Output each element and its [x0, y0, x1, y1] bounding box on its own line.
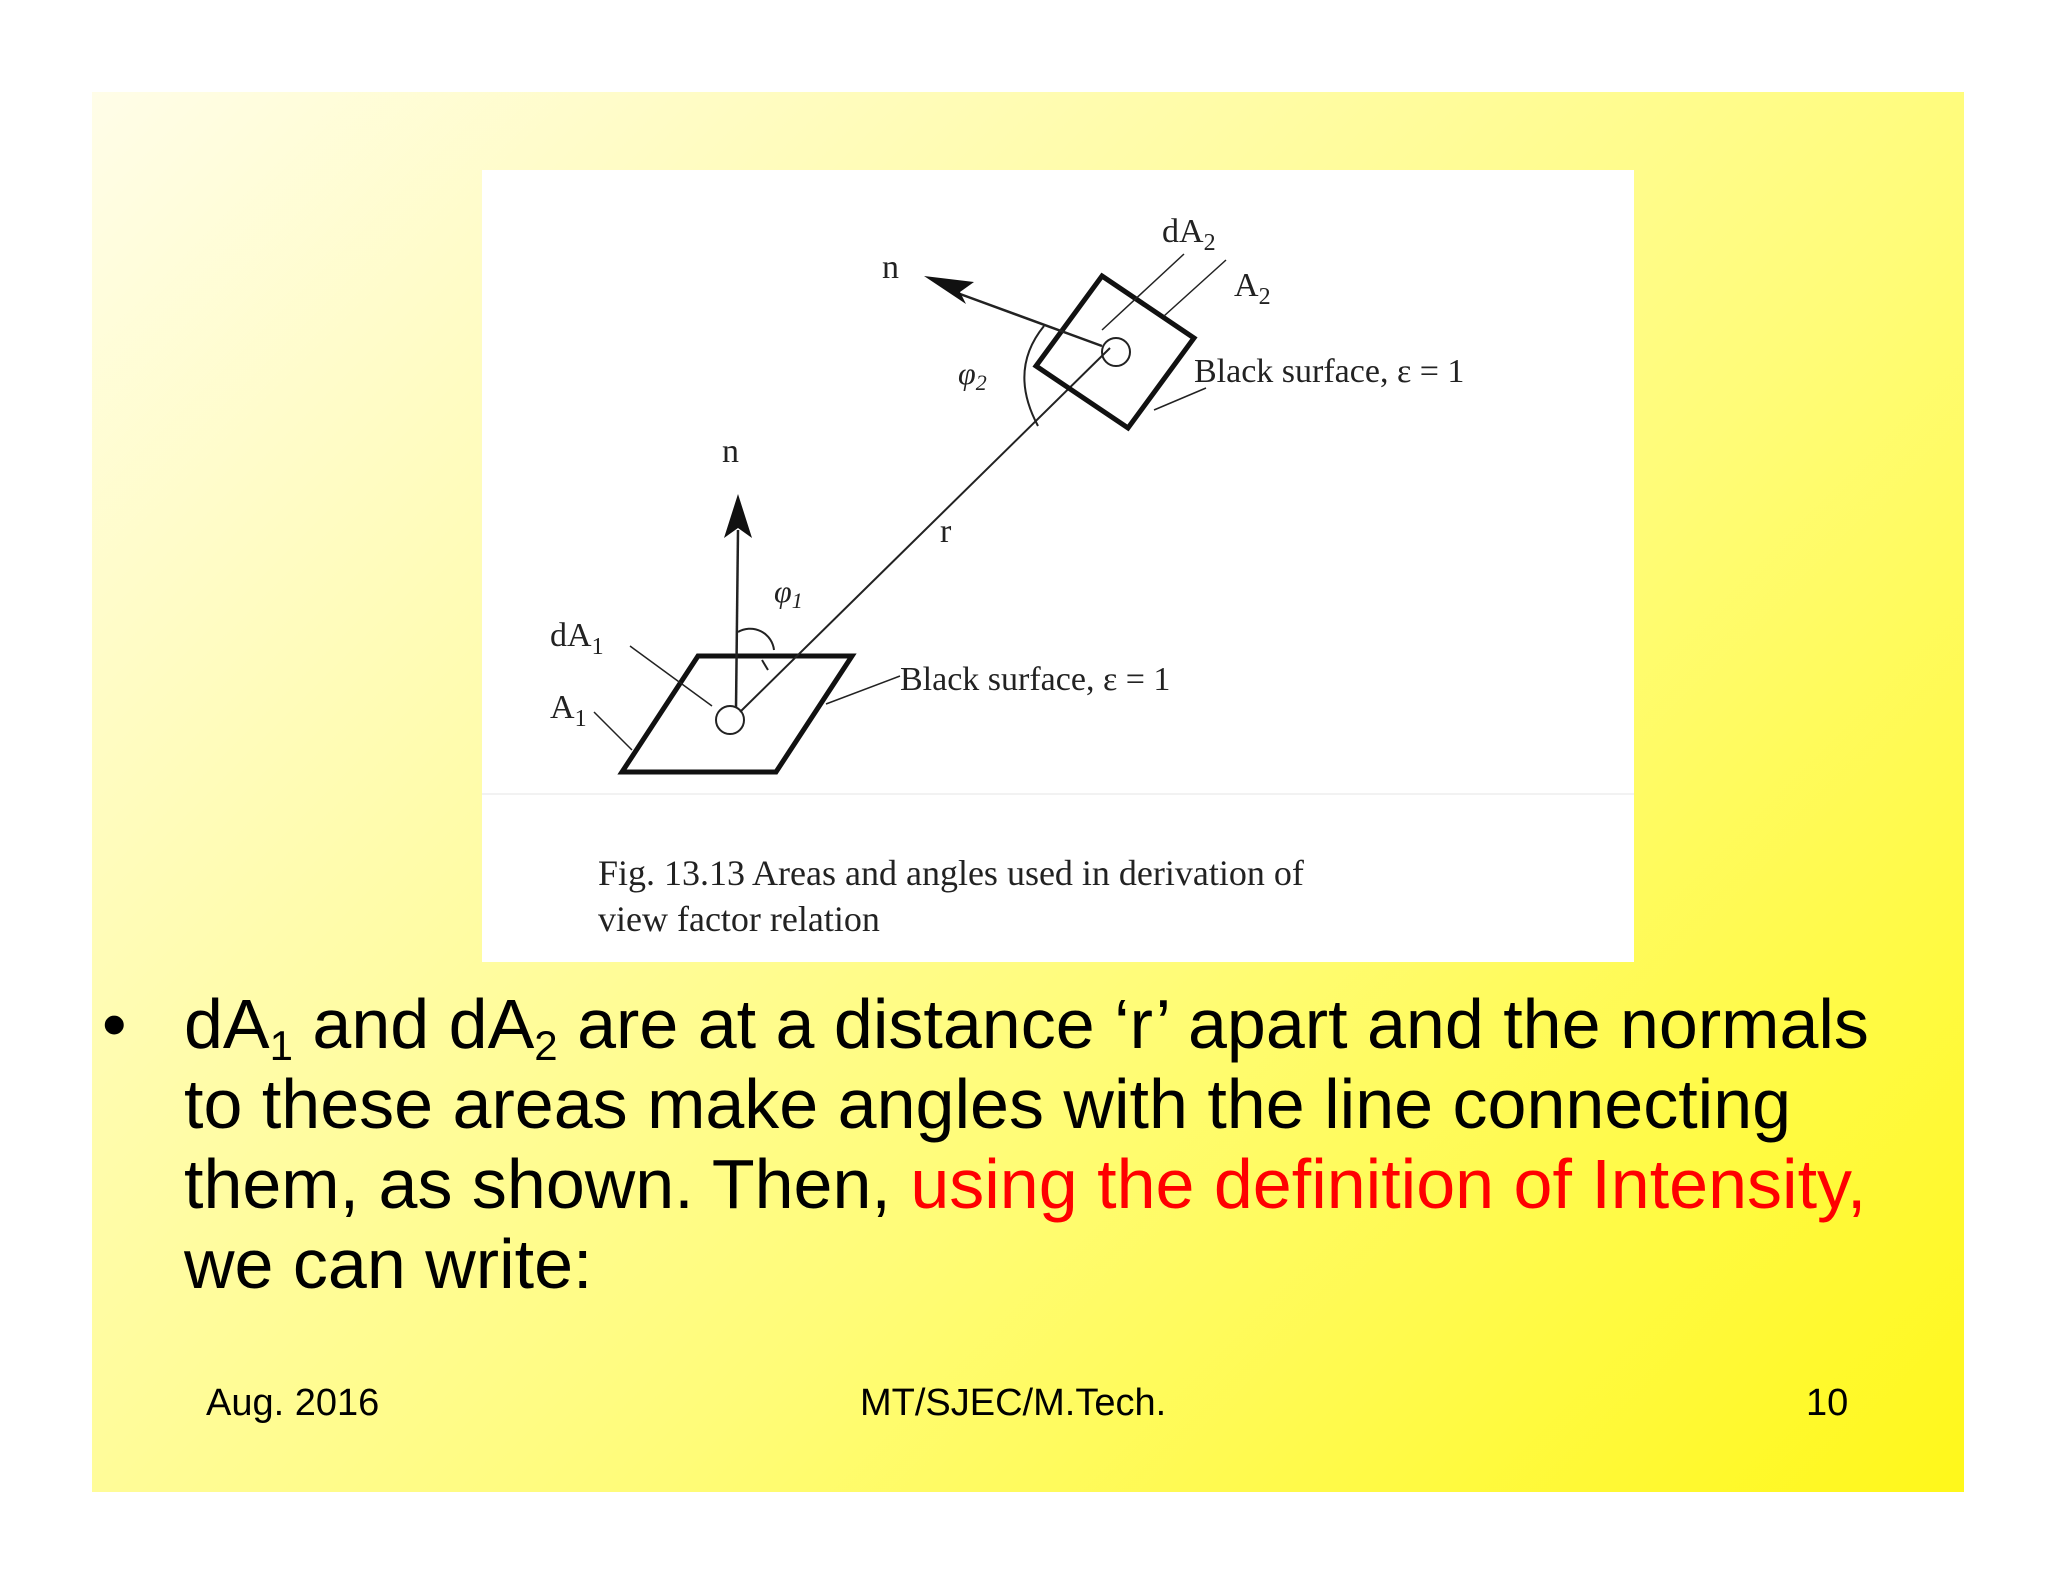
connecting-line-r: [740, 348, 1110, 712]
leader-a2: [1164, 260, 1226, 316]
bullet-paragraph: [102, 984, 1874, 1304]
caption-line-1: Fig. 13.13 Areas and angles used in derivation of: [598, 853, 1304, 893]
label-r: r: [940, 513, 952, 550]
leader-da2: [1102, 254, 1184, 330]
label-phi2: φ2: [958, 355, 987, 395]
label-a1: $A_1$: [550, 689, 587, 732]
label-a2: $A_2$: [1234, 267, 1271, 310]
label-n-left: n: [722, 433, 739, 470]
bullet-highlight: using the definition of Intensity,: [910, 1145, 1867, 1223]
element-da1-circle: [716, 706, 744, 734]
normal-line-1: [736, 530, 738, 708]
label-da2: $dA_2$: [1162, 213, 1216, 256]
caption-line-2: view factor relation: [598, 899, 880, 939]
view-factor-figure: [482, 170, 1634, 962]
bullet-text-2: and dA: [292, 985, 535, 1063]
subscript-2: 2: [534, 1022, 558, 1069]
subscript-1: 1: [269, 1022, 293, 1069]
leader-black-surface-2: [1154, 388, 1206, 410]
figure-caption: [598, 850, 1304, 942]
angle-tick: [762, 660, 768, 670]
footer-page-number: 10: [1806, 1382, 1849, 1424]
bullet-text-1: dA: [184, 985, 270, 1063]
footer-center: MT/SJEC/M.Tech.: [860, 1382, 1167, 1424]
label-black-surface-2: Black surface, ε = 1: [1194, 353, 1465, 390]
normal-arrowhead-2: [924, 276, 974, 304]
surface-a2: [1036, 276, 1194, 428]
bullet-text-3: are at a distance ‘r’ apart and the normals to these areas make angles with the line connecting them, as shown. Then,: [184, 985, 1869, 1223]
bullet-symbol: •: [102, 985, 127, 1063]
footer-date: Aug. 2016: [206, 1382, 380, 1424]
label-black-surface-1: Black surface, ε = 1: [900, 661, 1171, 698]
label-da1: $dA_1$: [550, 617, 604, 660]
leader-a1: [594, 712, 632, 750]
angle-arc-phi2: [1024, 326, 1044, 426]
bullet-text-4: we can write:: [184, 1225, 593, 1303]
angle-arc-phi1: [738, 629, 774, 650]
label-phi1: φ1: [774, 573, 803, 613]
label-n-top: n: [882, 249, 899, 286]
figure-diagram: [482, 170, 1634, 962]
